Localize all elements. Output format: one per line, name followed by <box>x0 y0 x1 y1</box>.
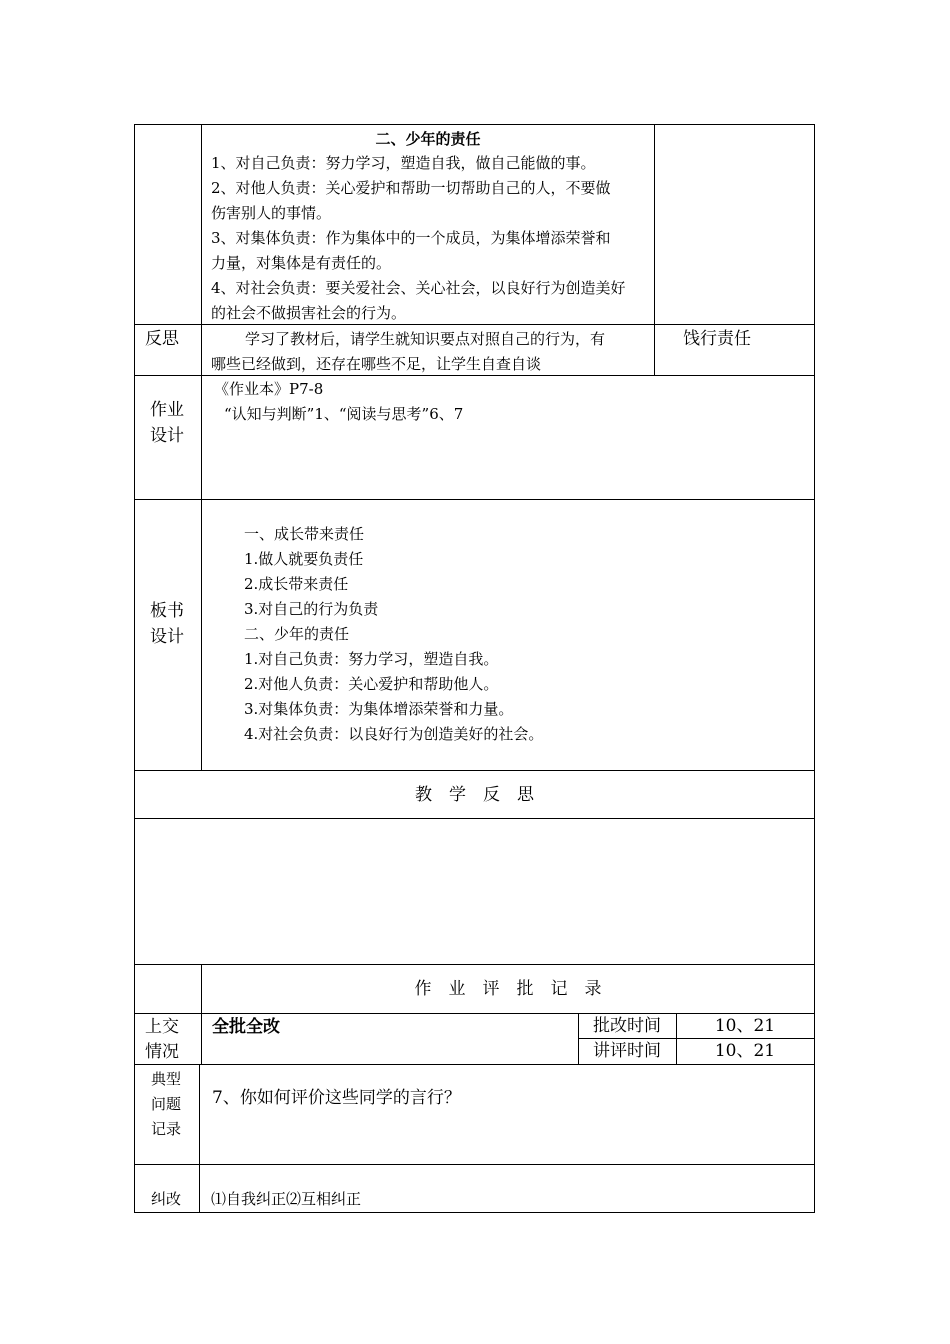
label-column-divider <box>201 124 202 770</box>
typical-label: 问题 <box>151 1095 182 1113</box>
board-label: 板书 <box>150 601 184 621</box>
grade-time-label: 批改时间 <box>593 1016 661 1036</box>
board-line: 4.对社会负责：以良好行为创造美好的社会。 <box>244 725 544 743</box>
board-line: 1.做人就要负责任 <box>244 550 364 568</box>
table-top-border <box>134 124 815 125</box>
row-divider <box>134 818 815 819</box>
row-divider <box>134 499 815 500</box>
reflection-label: 反思 <box>145 329 179 349</box>
side-column-divider <box>654 124 655 375</box>
grading-title: 作 业 评 批 记 录 <box>414 979 602 999</box>
content-line: 的社会不做损害社会的行为。 <box>211 304 407 322</box>
row-divider <box>134 770 815 771</box>
reflection-line: 学习了教材后，请学生就知识要点对照自己的行为，有 <box>245 330 606 348</box>
content-line: 1、对自己负责：努力学习，塑造自我，做自己能做的事。 <box>211 154 596 172</box>
submit-label: 情况 <box>145 1042 179 1062</box>
content-line: 3、对集体负责：作为集体中的一个成员，为集体增添荣誉和 <box>211 229 611 247</box>
row-divider <box>134 1164 815 1165</box>
content-line: 4、对社会负责：要关爱社会、关心社会，以良好行为创造美好 <box>211 279 626 297</box>
homework-line: “认知与判断”1、“阅读与思考”6、7 <box>224 405 464 423</box>
row-divider <box>134 1064 815 1065</box>
board-line: 一、成长带来责任 <box>244 525 365 543</box>
content-line: 伤害别人的事情。 <box>211 204 332 222</box>
comment-time-value: 10、21 <box>714 1041 776 1061</box>
table-border-left <box>134 124 135 1213</box>
table-border-right <box>814 124 815 1213</box>
reflection-side-text: 饯行责任 <box>683 329 751 349</box>
typical-label: 记录 <box>151 1120 182 1138</box>
row-divider <box>134 964 815 965</box>
board-line: 2.成长带来责任 <box>244 575 349 593</box>
grade-time-value: 10、21 <box>714 1016 776 1036</box>
table-bottom-border <box>134 1212 815 1213</box>
label-column-divider <box>199 1064 200 1212</box>
homework-label: 作业 <box>150 400 184 420</box>
board-line: 1.对自己负责：努力学习，塑造自我。 <box>244 650 499 668</box>
board-line: 3.对自己的行为负责 <box>244 600 379 618</box>
board-line: 二、少年的责任 <box>244 625 350 643</box>
homework-label: 设计 <box>150 426 184 446</box>
typical-label: 典型 <box>151 1070 182 1088</box>
reflection-line: 哪些已经做到，还存在哪些不足，让学生自查自谈 <box>211 355 542 373</box>
comment-time-label: 讲评时间 <box>593 1041 661 1061</box>
content-line: 力量，对集体是有责任的。 <box>211 254 392 272</box>
board-label: 设计 <box>150 627 184 647</box>
correct-value: ⑴自我纠正⑵互相纠正 <box>211 1190 362 1208</box>
typical-value: 7、你如何评价这些同学的言行？ <box>212 1088 461 1108</box>
submit-label: 上交 <box>145 1017 179 1037</box>
teaching-reflection-title: 教 学 反 思 <box>415 785 534 805</box>
submit-value: 全批全改 <box>212 1017 280 1037</box>
board-line: 3.对集体负责：为集体增添荣誉和力量。 <box>244 700 514 718</box>
board-line: 2.对他人负责：关心爱护和帮助他人。 <box>244 675 499 693</box>
correct-label: 纠改 <box>151 1190 182 1208</box>
content-line: 2、对他人负责：关心爱护和帮助一切帮助自己的人，不要做 <box>211 179 611 197</box>
section-title: 二、少年的责任 <box>375 130 481 148</box>
homework-line: 《作业本》P7-8 <box>214 380 324 398</box>
